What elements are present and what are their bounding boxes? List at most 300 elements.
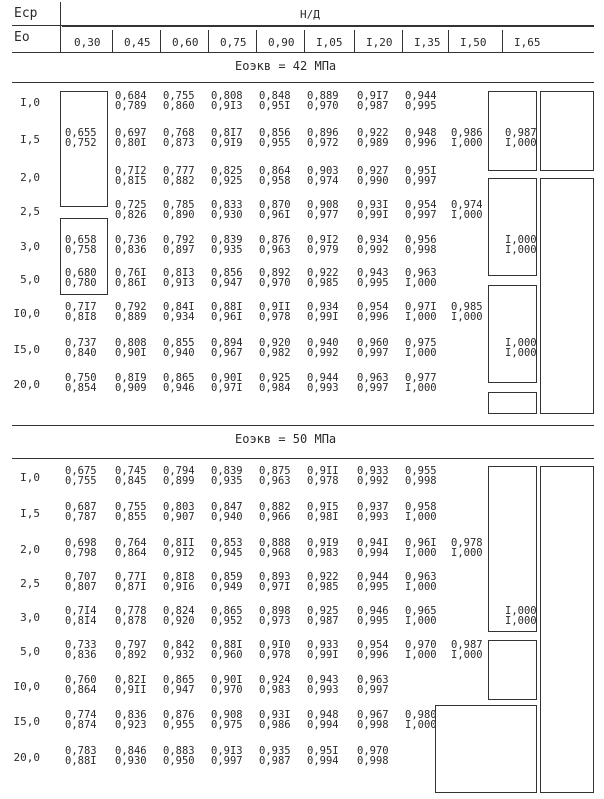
cell-value-top: 0,940 [307, 337, 339, 349]
table-cell [405, 606, 437, 626]
cell-value-top: 0,955 [405, 465, 437, 477]
cell-value-top: 0,839 [211, 234, 243, 246]
cell-value-top: 0,954 [357, 639, 389, 651]
cell-value-bottom: 0,9I3 [163, 277, 195, 289]
cell-value-bottom: 0,899 [163, 475, 195, 487]
columns-bottom-rule [12, 52, 594, 53]
section2-top-rule [12, 458, 594, 459]
cell-value-top: 0,707 [65, 571, 97, 583]
cell-value-bottom: 0,9I6 [163, 581, 195, 593]
table-cell [357, 235, 389, 255]
table-cell [405, 200, 437, 220]
cell-value-bottom: 0,998 [405, 475, 437, 487]
cell-value-top: I,000 [505, 234, 537, 246]
cell-value-bottom: 0,8I8 [65, 311, 97, 323]
cell-value-top: 0,944 [357, 571, 389, 583]
cell-value-bottom: 0,993 [307, 684, 339, 696]
cell-value-top: 0,958 [405, 501, 437, 513]
cell-value-bottom: 0,907 [163, 511, 195, 523]
merged-box-s1-b [60, 218, 108, 295]
table-cell [405, 572, 437, 592]
table-cell [211, 200, 243, 220]
table-cell [211, 466, 243, 486]
cell-value-top: 0,9I9 [307, 537, 339, 549]
cell-value-top: 0,9I2 [307, 234, 339, 246]
cell-value-top: 0,95I [405, 165, 437, 177]
table-cell [357, 640, 389, 660]
cell-value-bottom: 0,963 [259, 475, 291, 487]
cell-value-top: 0,839 [211, 465, 243, 477]
cell-value-top: 0,792 [115, 301, 147, 313]
cell-value-bottom: I,000 [451, 209, 483, 221]
table-cell [259, 302, 291, 322]
cell-value-bottom: 0,996 [357, 649, 389, 661]
cell-value-top: 0,954 [357, 301, 389, 313]
cell-value-top: 0,977 [405, 372, 437, 384]
cell-value-top: 0,9II [259, 301, 291, 313]
cell-value-top: 0,8II [163, 537, 195, 549]
cell-value-top: 0,954 [405, 199, 437, 211]
cell-value-bottom: 0,752 [65, 137, 97, 149]
table-cell [307, 538, 339, 558]
cell-value-bottom: 0,972 [307, 137, 339, 149]
table-cell [307, 268, 339, 288]
cell-value-bottom: 0,993 [307, 382, 339, 394]
cell-value-bottom: 0,807 [65, 581, 97, 593]
cell-value-bottom: 0,998 [357, 719, 389, 731]
cell-value-bottom: I,000 [405, 382, 437, 394]
cell-value-bottom: 0,925 [211, 175, 243, 187]
cell-value-bottom: 0,974 [307, 175, 339, 187]
column-separator [112, 30, 113, 52]
cell-value-top: 0,888 [259, 537, 291, 549]
table-cell [259, 710, 291, 730]
cell-value-top: 0,755 [115, 501, 147, 513]
column-separator [448, 30, 449, 52]
cell-value-bottom: 0,987 [357, 100, 389, 112]
merged-box-s2-a [488, 466, 537, 632]
cell-value-bottom: 0,945 [211, 547, 243, 559]
column-separator [402, 30, 403, 52]
table-cell [307, 746, 339, 766]
table-cell [357, 538, 389, 558]
cell-value-bottom: 0,780 [65, 277, 97, 289]
cell-value-top: 0,894 [211, 337, 243, 349]
cell-value-bottom: 0,9I9 [211, 137, 243, 149]
table-cell [259, 235, 291, 255]
table-cell [163, 675, 195, 695]
cell-value-bottom: 0,955 [163, 719, 195, 731]
cell-value-bottom: 0,993 [357, 511, 389, 523]
eo-row-label: I0,0 [13, 680, 40, 693]
cell-value-bottom: 0,950 [163, 755, 195, 767]
cell-value-top: 0,963 [405, 571, 437, 583]
table-cell [211, 166, 243, 186]
table-cell [307, 710, 339, 730]
table-cell [259, 746, 291, 766]
cell-value-top: 0,792 [163, 234, 195, 246]
table-cell [211, 710, 243, 730]
table-cell [405, 166, 437, 186]
cell-value-top: 0,7I4 [65, 605, 97, 617]
table-cell [405, 302, 437, 322]
column-header: 0,30 [74, 36, 101, 49]
cell-value-bottom: 0,967 [211, 347, 243, 359]
table-cell [405, 128, 437, 148]
table-cell [307, 235, 339, 255]
table-cell [405, 268, 437, 288]
cell-value-bottom: 0,934 [163, 311, 195, 323]
cell-value-bottom: 0,854 [65, 382, 97, 394]
table-cell [211, 746, 243, 766]
cell-value-top: 0,777 [163, 165, 195, 177]
cell-value-bottom: 0,88I [65, 755, 97, 767]
eo-row-label: 3,0 [20, 240, 40, 253]
cell-value-bottom: 0,997 [211, 755, 243, 767]
eo-row-label: I5,0 [13, 343, 40, 356]
cell-value-bottom: 0,8I5 [115, 175, 147, 187]
table-cell [405, 373, 437, 393]
cell-value-top: 0,978 [451, 537, 483, 549]
cell-value-top: 0,847 [211, 501, 243, 513]
cell-value-top: 0,9I5 [307, 501, 339, 513]
cell-value-bottom: 0,995 [357, 615, 389, 627]
table-cell [163, 373, 195, 393]
cell-value-bottom: 0,95I [259, 100, 291, 112]
table-cell [405, 538, 437, 558]
eo-row-label: 2,5 [20, 205, 40, 218]
cell-value-bottom: 0,96I [259, 209, 291, 221]
cell-value-top: 0,963 [357, 674, 389, 686]
cell-value-top: 0,963 [357, 372, 389, 384]
cell-value-bottom: I,000 [451, 311, 483, 323]
cell-value-bottom: 0,96I [211, 311, 243, 323]
table-cell [163, 606, 195, 626]
cell-value-top: 0,9I7 [357, 90, 389, 102]
cell-value-top: 0,760 [65, 674, 97, 686]
cell-value-bottom: 0,873 [163, 137, 195, 149]
cell-value-bottom: 0,789 [115, 100, 147, 112]
table-cell [451, 302, 483, 322]
merged-box-s1-a [60, 91, 108, 207]
cell-value-top: I,000 [505, 605, 537, 617]
cell-value-top: 0,933 [307, 639, 339, 651]
column-header: 0,90 [268, 36, 295, 49]
table-cell [259, 538, 291, 558]
cell-value-bottom: 0,878 [115, 615, 147, 627]
cell-value-bottom: I,000 [505, 244, 537, 256]
cell-value-top: 0,736 [115, 234, 147, 246]
table-cell [259, 373, 291, 393]
cell-value-top: 0,924 [259, 674, 291, 686]
cell-value-top: 0,9I0 [259, 639, 291, 651]
cell-value-top: 0,88I [211, 301, 243, 313]
cell-value-bottom: 0,990 [357, 175, 389, 187]
merged-box-s1-e [488, 285, 537, 383]
table-cell [357, 466, 389, 486]
eo-label: Eо [14, 30, 30, 45]
cell-value-bottom: I,000 [405, 615, 437, 627]
cell-value-bottom: 0,997 [357, 382, 389, 394]
table-cell [357, 268, 389, 288]
eo-row-label: 2,0 [20, 171, 40, 184]
table-cell [115, 502, 147, 522]
table-cell [259, 466, 291, 486]
column-header: I,05 [316, 36, 343, 49]
eo-row-label: 20,0 [13, 378, 40, 391]
table-cell [259, 502, 291, 522]
cell-value-top: 0,975 [405, 337, 437, 349]
cell-value-top: 0,750 [65, 372, 97, 384]
cell-value-bottom: 0,992 [307, 347, 339, 359]
table-cell [259, 166, 291, 186]
cell-value-bottom: 0,970 [307, 100, 339, 112]
table-cell [307, 166, 339, 186]
cell-value-bottom: 0,90I [115, 347, 147, 359]
cell-value-bottom: 0,874 [65, 719, 97, 731]
table-cell [211, 91, 243, 111]
cell-value-bottom: 0,977 [307, 209, 339, 221]
cell-value-top: 0,922 [307, 571, 339, 583]
merged-box-s2-c [435, 705, 537, 793]
cell-value-top: 0,960 [357, 337, 389, 349]
cell-value-bottom: 0,998 [405, 244, 437, 256]
table-cell [357, 606, 389, 626]
cell-value-bottom: 0,989 [357, 137, 389, 149]
cell-value-bottom: 0,978 [259, 649, 291, 661]
cell-value-bottom: 0,978 [259, 311, 291, 323]
column-separator [354, 30, 355, 52]
cell-value-bottom: 0,985 [307, 277, 339, 289]
cell-value-top: 0,980 [405, 709, 437, 721]
table-cell [163, 466, 195, 486]
cell-value-top: 0,655 [65, 127, 97, 139]
cell-value-top: 0,95I [307, 745, 339, 757]
cell-value-top: 0,803 [163, 501, 195, 513]
table-cell [65, 538, 97, 558]
cell-value-bottom: 0,955 [259, 137, 291, 149]
table-cell [307, 675, 339, 695]
header-divider-2 [62, 26, 594, 27]
cell-value-top: 0,96I [405, 537, 437, 549]
table-cell [163, 235, 195, 255]
table-cell [357, 338, 389, 358]
table-cell [405, 710, 437, 730]
table-cell [307, 128, 339, 148]
table-cell [307, 302, 339, 322]
cell-value-bottom: 0,986 [259, 719, 291, 731]
cell-value-top: 0,84I [163, 301, 195, 313]
cell-value-top: 0,93I [357, 199, 389, 211]
cell-value-top: 0,965 [405, 605, 437, 617]
cell-value-top: 0,77I [115, 571, 147, 583]
cell-value-top: 0,680 [65, 267, 97, 279]
table-cell [307, 502, 339, 522]
table-cell [357, 675, 389, 695]
table-cell [211, 606, 243, 626]
table-cell [163, 166, 195, 186]
cell-value-top: 0,82I [115, 674, 147, 686]
column-header: 0,45 [124, 36, 151, 49]
cell-value-bottom: 0,997 [357, 684, 389, 696]
cell-value-top: 0,934 [307, 301, 339, 313]
eo-row-label: 2,5 [20, 577, 40, 590]
cell-value-bottom: 0,864 [115, 547, 147, 559]
table-cell [211, 675, 243, 695]
cell-value-bottom: 0,987 [259, 755, 291, 767]
merged-box-s1-g [540, 91, 594, 171]
cell-value-top: 0,933 [357, 465, 389, 477]
cell-value-bottom: 0,975 [211, 719, 243, 731]
table-cell [307, 606, 339, 626]
hd-label: H/Д [300, 8, 320, 21]
cell-value-bottom: 0,787 [65, 511, 97, 523]
cell-value-bottom: 0,97I [211, 382, 243, 394]
cell-value-bottom: 0,947 [211, 277, 243, 289]
cell-value-top: 0,970 [405, 639, 437, 651]
column-header: I,65 [514, 36, 541, 49]
cell-value-bottom: 0,9II [115, 684, 147, 696]
table-cell [259, 640, 291, 660]
cell-value-top: 0,956 [405, 234, 437, 246]
table-cell [211, 268, 243, 288]
cell-value-top: 0,889 [307, 90, 339, 102]
column-header: I,50 [460, 36, 487, 49]
cell-value-top: 0,768 [163, 127, 195, 139]
table-cell [115, 235, 147, 255]
cell-value-bottom: 0,890 [163, 209, 195, 221]
cell-value-bottom: 0,995 [405, 100, 437, 112]
cell-value-bottom: 0,826 [115, 209, 147, 221]
cell-value-top: 0,974 [451, 199, 483, 211]
cell-value-top: 0,856 [211, 267, 243, 279]
cell-value-top: 0,967 [357, 709, 389, 721]
cell-value-top: 0,870 [259, 199, 291, 211]
cell-value-top: 0,944 [307, 372, 339, 384]
cell-value-top: 0,94I [357, 537, 389, 549]
table-cell [405, 640, 437, 660]
table-cell [357, 166, 389, 186]
cell-value-top: 0,764 [115, 537, 147, 549]
cell-value-bottom: 0,8I4 [65, 615, 97, 627]
cell-value-bottom: I,000 [505, 615, 537, 627]
cell-value-bottom: I,000 [451, 649, 483, 661]
table-cell [307, 572, 339, 592]
section2-divider-rule [12, 425, 594, 426]
cell-value-bottom: 0,994 [357, 547, 389, 559]
cell-value-top: 0,883 [163, 745, 195, 757]
cell-value-top: 0,920 [259, 337, 291, 349]
cell-value-top: 0,963 [405, 267, 437, 279]
table-cell [307, 200, 339, 220]
cell-value-bottom: 0,758 [65, 244, 97, 256]
cell-value-top: 0,9II [307, 465, 339, 477]
table-cell [405, 235, 437, 255]
cell-value-bottom: 0,994 [307, 755, 339, 767]
cell-value-top: 0,848 [259, 90, 291, 102]
cell-value-bottom: 0,992 [357, 244, 389, 256]
cell-value-top: 0,948 [405, 127, 437, 139]
cell-value-bottom: 0,897 [163, 244, 195, 256]
cell-value-bottom: 0,994 [307, 719, 339, 731]
cell-value-bottom: 0,935 [211, 244, 243, 256]
eo-row-label: 2,0 [20, 543, 40, 556]
table-cell [211, 302, 243, 322]
cell-value-top: I,000 [505, 337, 537, 349]
column-separator [208, 30, 209, 52]
cell-value-top: 0,797 [115, 639, 147, 651]
cell-value-top: 0,948 [307, 709, 339, 721]
table-cell [115, 166, 147, 186]
merged-box-s1-d [488, 178, 537, 276]
table-cell [259, 338, 291, 358]
table-cell [115, 91, 147, 111]
section-label-50: Eоэкв = 50 МПа [235, 432, 337, 446]
merged-box-s1-h [540, 178, 594, 414]
cell-value-bottom: 0,87I [115, 581, 147, 593]
cell-value-bottom: 0,947 [163, 684, 195, 696]
column-header: 0,60 [172, 36, 199, 49]
table-cell [211, 572, 243, 592]
cell-value-top: 0,842 [163, 639, 195, 651]
cell-value-top: 0,986 [451, 127, 483, 139]
table-cell [115, 268, 147, 288]
cell-value-bottom: 0,99I [307, 649, 339, 661]
cell-value-bottom: 0,892 [115, 649, 147, 661]
table-cell [163, 302, 195, 322]
cell-value-bottom: 0,979 [307, 244, 339, 256]
cell-value-top: 0,675 [65, 465, 97, 477]
cell-value-bottom: 0,882 [163, 175, 195, 187]
cell-value-top: 0,9I3 [211, 745, 243, 757]
cell-value-top: 0,987 [451, 639, 483, 651]
cell-value-top: 0,737 [65, 337, 97, 349]
section-label-42: Eоэкв = 42 МПа [235, 59, 337, 73]
table-cell [259, 675, 291, 695]
cell-value-bottom: 0,970 [211, 684, 243, 696]
table-cell [259, 91, 291, 111]
cell-value-top: 0,876 [163, 709, 195, 721]
column-separator [304, 30, 305, 52]
cell-value-bottom: 0,970 [259, 277, 291, 289]
cell-value-top: 0,925 [307, 605, 339, 617]
cell-value-bottom: 0,987 [307, 615, 339, 627]
cell-value-top: 0,987 [505, 127, 537, 139]
table-cell [65, 572, 97, 592]
cell-value-top: 0,778 [115, 605, 147, 617]
cell-value-bottom: 0,97I [259, 581, 291, 593]
table-cell [357, 373, 389, 393]
cell-value-top: 0,853 [211, 537, 243, 549]
table-cell [451, 200, 483, 220]
column-header: I,20 [366, 36, 393, 49]
table-cell [357, 91, 389, 111]
cell-value-top: 0,774 [65, 709, 97, 721]
cell-value-top: 0,833 [211, 199, 243, 211]
table-cell [65, 746, 97, 766]
table-cell [307, 338, 339, 358]
cell-value-top: 0,90I [211, 372, 243, 384]
cell-value-bottom: I,000 [405, 719, 437, 731]
cell-value-bottom: 0,978 [307, 475, 339, 487]
table-cell [211, 338, 243, 358]
cell-value-bottom: 0,9I3 [211, 100, 243, 112]
cell-value-top: 0,943 [307, 674, 339, 686]
cell-value-bottom: 0,860 [163, 100, 195, 112]
cell-value-bottom: I,000 [405, 277, 437, 289]
cell-value-top: 0,8I8 [163, 571, 195, 583]
table-cell [405, 466, 437, 486]
